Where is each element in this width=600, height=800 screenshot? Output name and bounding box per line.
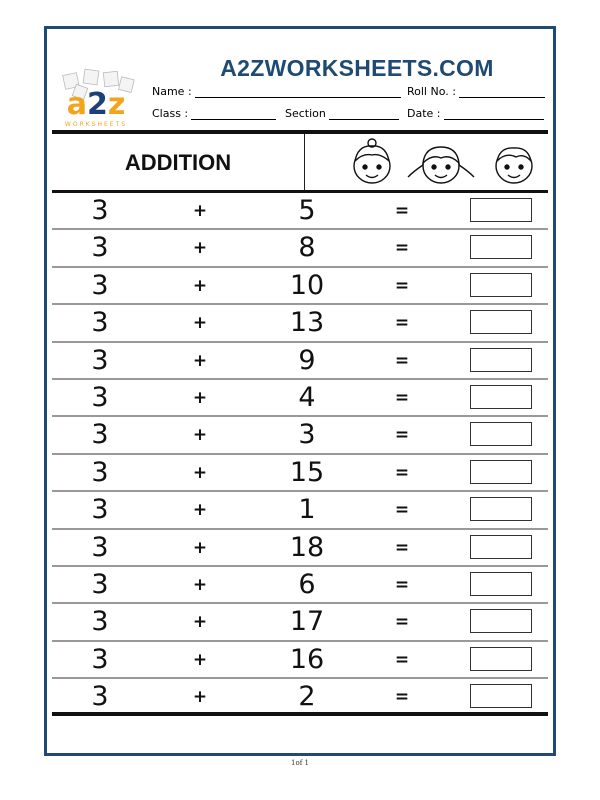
problem-row	[52, 567, 548, 604]
addend-second: 3	[298, 419, 316, 451]
date-line	[444, 108, 544, 120]
class-label: Class :	[152, 107, 189, 120]
addend-first: 3	[91, 568, 109, 600]
addend-second: 18	[289, 531, 325, 563]
addend-first: 3	[91, 195, 109, 226]
problem-row	[52, 230, 548, 267]
addend-second: 4	[298, 381, 316, 413]
logo-subtext: WORKSHEETS	[64, 121, 128, 128]
answer-box[interactable]	[470, 535, 532, 559]
a2z-logo	[56, 68, 138, 130]
logo-letter-a: a	[66, 87, 87, 122]
equals-sign: =	[394, 313, 410, 334]
class-line	[191, 108, 276, 120]
roll-no-line	[459, 86, 545, 98]
girl-face-middle-icon	[408, 147, 474, 183]
plus-sign: +	[192, 201, 208, 221]
equals-sign: =	[394, 500, 410, 521]
addend-first: 3	[91, 456, 109, 488]
section-line	[329, 108, 399, 120]
addend-first: 3	[91, 494, 109, 526]
worksheet-title: ADDITION	[124, 150, 232, 175]
section-label: Section	[285, 107, 326, 120]
answer-box[interactable]	[470, 310, 532, 334]
problem-row	[52, 642, 548, 679]
equals-sign: =	[394, 201, 410, 221]
answer-box[interactable]	[470, 235, 532, 259]
title-box	[52, 134, 548, 193]
logo-letter-z: z	[107, 87, 126, 122]
problem-row	[52, 530, 548, 567]
addend-second: 10	[289, 269, 325, 301]
plus-sign: +	[192, 313, 208, 334]
plus-sign: +	[192, 238, 208, 259]
problem-row	[52, 679, 548, 716]
answer-box[interactable]	[470, 198, 532, 222]
section-field	[285, 107, 399, 120]
plus-sign: +	[192, 425, 208, 446]
addend-first: 3	[91, 643, 109, 675]
equals-sign: =	[394, 537, 410, 558]
equals-sign: =	[394, 387, 410, 408]
roll-no-label: Roll No. :	[407, 85, 456, 98]
equals-sign: =	[394, 275, 410, 296]
addend-first: 3	[91, 344, 109, 376]
problem-row	[52, 305, 548, 342]
plus-sign: +	[192, 537, 208, 558]
answer-box[interactable]	[470, 647, 532, 671]
equals-sign: =	[394, 462, 410, 483]
addend-second: 15	[289, 456, 325, 488]
name-line	[195, 86, 401, 98]
equals-sign: =	[394, 350, 410, 371]
equals-sign: =	[394, 238, 410, 259]
addend-first: 3	[91, 381, 109, 413]
addend-second: 8	[298, 232, 316, 264]
answer-box[interactable]	[470, 497, 532, 521]
addend-second: 5	[298, 195, 316, 226]
roll-no-field	[407, 85, 545, 98]
worksheet-inner	[52, 34, 548, 749]
answer-box[interactable]	[470, 385, 532, 409]
addend-second: 16	[289, 643, 325, 675]
equals-sign: =	[394, 687, 410, 708]
date-label: Date :	[407, 107, 441, 120]
addend-first: 3	[91, 232, 109, 264]
title-divider	[304, 134, 305, 190]
equals-sign: =	[394, 425, 410, 446]
plus-sign: +	[192, 574, 208, 595]
name-field	[152, 85, 401, 98]
addend-first: 3	[91, 606, 109, 638]
plus-sign: +	[192, 500, 208, 521]
problem-row	[52, 492, 548, 529]
answer-box[interactable]	[470, 273, 532, 297]
addend-first: 3	[91, 307, 109, 339]
class-field	[152, 107, 276, 120]
page-number: 1of 1	[291, 759, 309, 767]
problem-row	[52, 417, 548, 454]
plus-sign: +	[192, 462, 208, 483]
plus-sign: +	[192, 612, 208, 633]
svg-text:a2z	[67, 87, 126, 122]
girl-face-left-icon	[354, 139, 390, 183]
addend-second: 9	[298, 344, 316, 376]
kids-faces-icon	[328, 137, 556, 187]
addend-second: 2	[298, 681, 316, 713]
site-title: A2ZWORKSHEETS.COM	[220, 55, 494, 81]
answer-box[interactable]	[470, 684, 532, 708]
answer-box[interactable]	[470, 609, 532, 633]
problem-row	[52, 455, 548, 492]
addend-first: 3	[91, 531, 109, 563]
problem-row	[52, 268, 548, 305]
problem-row	[52, 380, 548, 417]
addend-second: 6	[298, 568, 316, 600]
worksheet-sheet	[44, 26, 556, 756]
problem-row	[52, 604, 548, 641]
addend-first: 3	[91, 419, 109, 451]
problem-row	[52, 193, 548, 230]
equals-sign: =	[394, 612, 410, 633]
addend-second: 17	[289, 606, 325, 638]
boy-face-right-icon	[496, 148, 532, 183]
name-label: Name :	[152, 85, 192, 98]
answer-box[interactable]	[470, 572, 532, 596]
equals-sign: =	[394, 649, 410, 670]
answer-box[interactable]	[470, 422, 532, 446]
logo-letter-2: 2	[86, 87, 108, 122]
addend-first: 3	[91, 681, 109, 713]
date-field	[407, 107, 544, 120]
addend-second: 13	[289, 307, 325, 339]
answer-box[interactable]	[470, 348, 532, 372]
plus-sign: +	[192, 350, 208, 371]
answer-box[interactable]	[470, 460, 532, 484]
plus-sign: +	[192, 275, 208, 296]
equals-sign: =	[394, 574, 410, 595]
problem-rows	[52, 193, 548, 716]
plus-sign: +	[192, 387, 208, 408]
problem-row	[52, 343, 548, 380]
plus-sign: +	[192, 687, 208, 708]
addend-first: 3	[91, 269, 109, 301]
plus-sign: +	[192, 649, 208, 670]
addend-second: 1	[298, 494, 316, 526]
